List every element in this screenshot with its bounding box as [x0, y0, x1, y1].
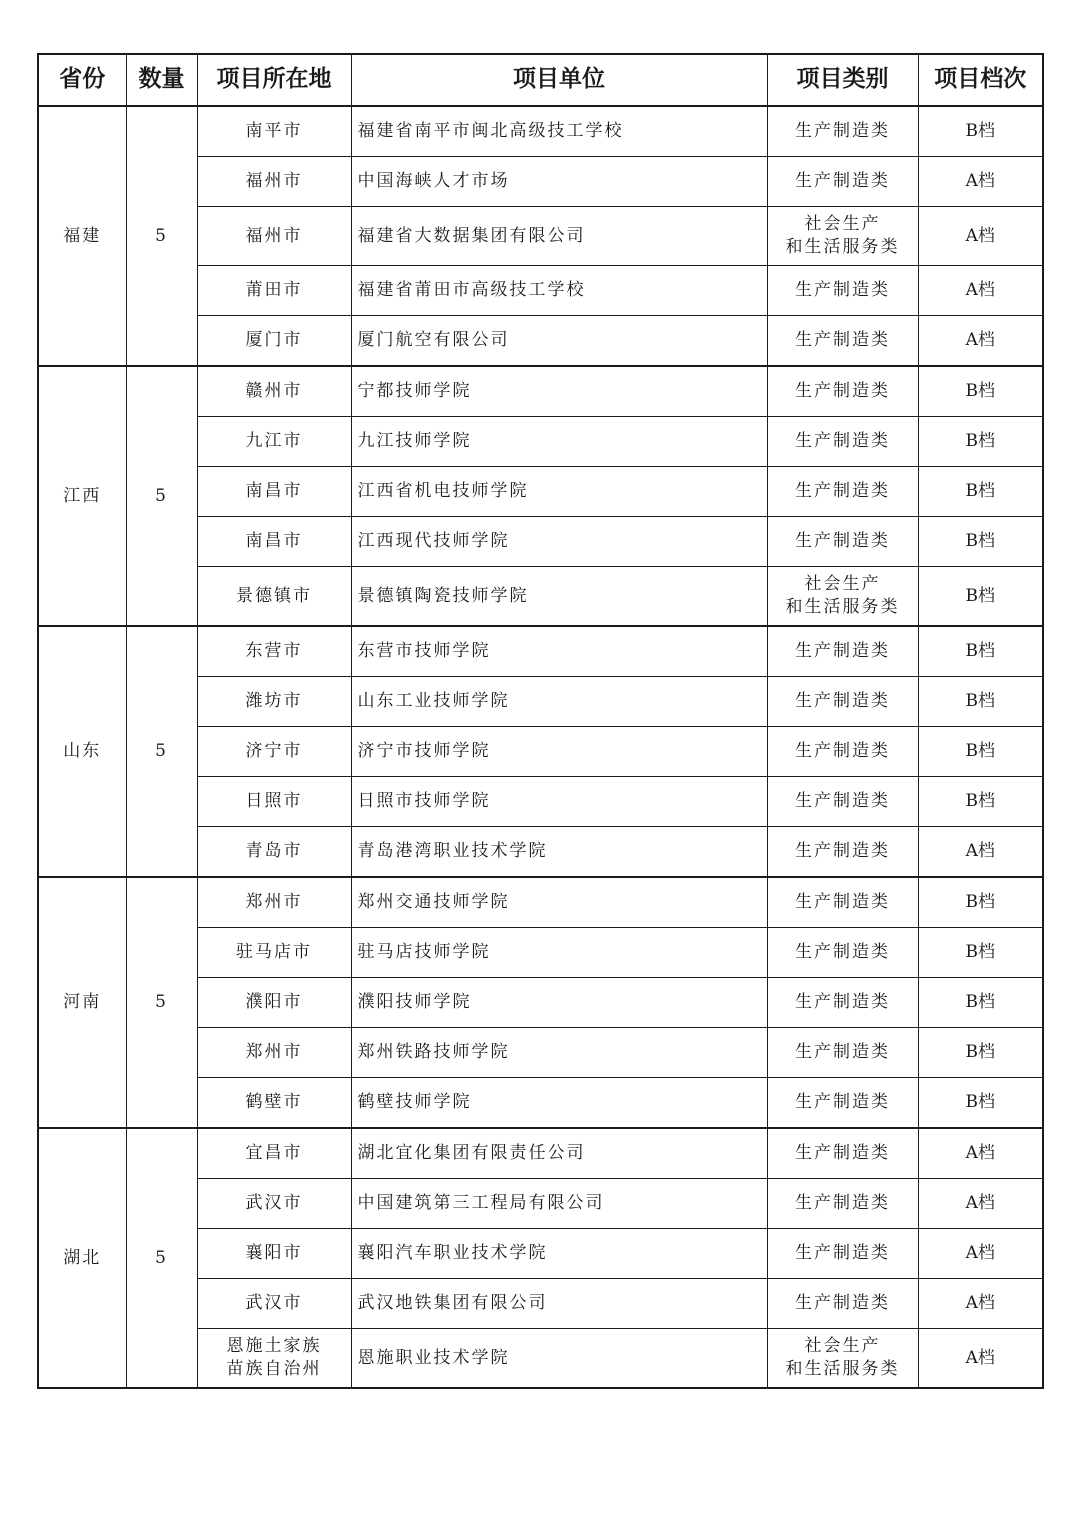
- category-cell: [767, 827, 918, 878]
- province-cell: 湖北: [38, 1128, 126, 1388]
- unit-cell: 恩施职业技术学院: [351, 1329, 767, 1389]
- category-cell: [767, 366, 918, 417]
- level-cell: A档: [918, 1279, 1043, 1329]
- category-cell: [767, 877, 918, 928]
- location-cell: 济宁市: [197, 727, 351, 777]
- category-cell: [767, 266, 918, 316]
- category-cell: [767, 777, 918, 827]
- category-line-1: 生产制造类: [795, 1092, 890, 1113]
- table-row: [38, 106, 1043, 157]
- category-cell: [767, 517, 918, 567]
- level-cell: A档: [918, 207, 1043, 266]
- count-cell: 5: [126, 877, 197, 1128]
- table-row: [38, 1128, 1043, 1179]
- level-cell: B档: [918, 1028, 1043, 1078]
- unit-cell: 景德镇陶瓷技师学院: [351, 567, 767, 627]
- category-line-1: 生产制造类: [795, 381, 890, 402]
- unit-cell: 武汉地铁集团有限公司: [351, 1279, 767, 1329]
- category-line-1: 生产制造类: [795, 481, 890, 502]
- category-line-1: 社会生产: [804, 214, 881, 235]
- category-cell: [767, 1128, 918, 1179]
- unit-cell: 中国建筑第三工程局有限公司: [351, 1179, 767, 1229]
- category-line-1: 生产制造类: [795, 1293, 890, 1314]
- category-cell: [767, 1279, 918, 1329]
- unit-cell: 驻马店技师学院: [351, 928, 767, 978]
- location-cell: 濮阳市: [197, 978, 351, 1028]
- level-cell: A档: [918, 1179, 1043, 1229]
- location-cell: 日照市: [197, 777, 351, 827]
- level-cell: A档: [918, 1128, 1043, 1179]
- level-cell: B档: [918, 467, 1043, 517]
- province-group: [38, 1128, 1043, 1388]
- category-line-1: 社会生产: [804, 574, 881, 595]
- location-cell: 福州市: [197, 157, 351, 207]
- location-cell: 景德镇市: [197, 567, 351, 627]
- level-cell: B档: [918, 366, 1043, 417]
- category-line-1: 生产制造类: [795, 1193, 890, 1214]
- level-cell: B档: [918, 928, 1043, 978]
- province-group: [38, 877, 1043, 1128]
- location-cell: 赣州市: [197, 366, 351, 417]
- unit-cell: 东营市技师学院: [351, 626, 767, 677]
- category-cell: [767, 928, 918, 978]
- header-location: 项目所在地: [197, 54, 351, 106]
- location-cell: 厦门市: [197, 316, 351, 367]
- unit-cell: 襄阳汽车职业技术学院: [351, 1229, 767, 1279]
- category-line-2: 和生活服务类: [785, 237, 900, 257]
- unit-cell: 郑州交通技师学院: [351, 877, 767, 928]
- location-cell: 莆田市: [197, 266, 351, 316]
- category-cell: [767, 727, 918, 777]
- location-cell: 驻马店市: [197, 928, 351, 978]
- province-group: [38, 366, 1043, 626]
- header-level: 项目档次: [918, 54, 1043, 106]
- location-cell: 东营市: [197, 626, 351, 677]
- category-cell: [767, 978, 918, 1028]
- category-line-1: 生产制造类: [795, 330, 890, 351]
- location-line-1: 恩施土家族: [226, 1336, 322, 1357]
- category-line-1: 生产制造类: [795, 741, 890, 762]
- unit-cell: 山东工业技师学院: [351, 677, 767, 727]
- level-cell: B档: [918, 677, 1043, 727]
- category-line-1: 生产制造类: [795, 992, 890, 1013]
- level-cell: B档: [918, 877, 1043, 928]
- level-cell: B档: [918, 417, 1043, 467]
- table-row: [38, 626, 1043, 677]
- province-cell: 福建: [38, 106, 126, 366]
- category-line-2: 和生活服务类: [785, 597, 900, 617]
- category-line-1: 生产制造类: [795, 892, 890, 913]
- level-cell: B档: [918, 1078, 1043, 1129]
- location-cell: 襄阳市: [197, 1229, 351, 1279]
- unit-cell: 江西现代技师学院: [351, 517, 767, 567]
- location-line-2: 苗族自治州: [226, 1359, 322, 1379]
- category-cell: [767, 1078, 918, 1129]
- unit-cell: 厦门航空有限公司: [351, 316, 767, 367]
- location-cell: 南昌市: [197, 467, 351, 517]
- project-table: [37, 53, 1044, 1389]
- location-cell: 潍坊市: [197, 677, 351, 727]
- category-line-1: 生产制造类: [795, 121, 890, 142]
- location-cell: 武汉市: [197, 1279, 351, 1329]
- category-line-1: 生产制造类: [795, 691, 890, 712]
- category-cell: [767, 1179, 918, 1229]
- unit-cell: 九江技师学院: [351, 417, 767, 467]
- category-cell: [767, 677, 918, 727]
- category-cell: [767, 417, 918, 467]
- category-line-1: 生产制造类: [795, 942, 890, 963]
- category-cell: [767, 106, 918, 157]
- header-province: 省份: [38, 54, 126, 106]
- province-group: [38, 626, 1043, 877]
- category-line-1: 生产制造类: [795, 1042, 890, 1063]
- location-cell: 郑州市: [197, 1028, 351, 1078]
- level-cell: B档: [918, 567, 1043, 627]
- unit-cell: 福建省莆田市高级技工学校: [351, 266, 767, 316]
- unit-cell: 中国海峡人才市场: [351, 157, 767, 207]
- category-cell: [767, 467, 918, 517]
- level-cell: B档: [918, 517, 1043, 567]
- location-cell: [197, 1329, 351, 1389]
- table-row: [38, 877, 1043, 928]
- location-cell: 武汉市: [197, 1179, 351, 1229]
- location-cell: 九江市: [197, 417, 351, 467]
- province-group: [38, 106, 1043, 366]
- level-cell: B档: [918, 626, 1043, 677]
- count-cell: 5: [126, 106, 197, 366]
- count-cell: 5: [126, 1128, 197, 1388]
- unit-cell: 福建省大数据集团有限公司: [351, 207, 767, 266]
- category-cell: [767, 1329, 918, 1389]
- unit-cell: 青岛港湾职业技术学院: [351, 827, 767, 878]
- unit-cell: 宁都技师学院: [351, 366, 767, 417]
- category-cell: [767, 567, 918, 627]
- level-cell: B档: [918, 777, 1043, 827]
- unit-cell: 濮阳技师学院: [351, 978, 767, 1028]
- category-line-1: 生产制造类: [795, 791, 890, 812]
- category-line-1: 生产制造类: [795, 841, 890, 862]
- category-cell: [767, 1229, 918, 1279]
- category-line-1: 生产制造类: [795, 641, 890, 662]
- table-header: [38, 54, 1043, 106]
- category-cell: [767, 316, 918, 367]
- category-line-1: 生产制造类: [795, 431, 890, 452]
- unit-cell: 湖北宜化集团有限责任公司: [351, 1128, 767, 1179]
- unit-cell: 济宁市技师学院: [351, 727, 767, 777]
- table-row: [38, 366, 1043, 417]
- category-cell: [767, 157, 918, 207]
- category-line-1: 生产制造类: [795, 1143, 890, 1164]
- unit-cell: 日照市技师学院: [351, 777, 767, 827]
- category-line-1: 生产制造类: [795, 280, 890, 301]
- level-cell: A档: [918, 316, 1043, 367]
- location-cell: 宜昌市: [197, 1128, 351, 1179]
- province-cell: 江西: [38, 366, 126, 626]
- location-cell: 郑州市: [197, 877, 351, 928]
- count-cell: 5: [126, 626, 197, 877]
- province-cell: 山东: [38, 626, 126, 877]
- level-cell: A档: [918, 157, 1043, 207]
- category-cell: [767, 626, 918, 677]
- level-cell: A档: [918, 1329, 1043, 1389]
- level-cell: B档: [918, 727, 1043, 777]
- category-line-1: 社会生产: [804, 1336, 881, 1357]
- unit-cell: 郑州铁路技师学院: [351, 1028, 767, 1078]
- header-unit: 项目单位: [351, 54, 767, 106]
- location-cell: 南平市: [197, 106, 351, 157]
- category-cell: [767, 207, 918, 266]
- header-category: 项目类别: [767, 54, 918, 106]
- location-cell: 鹤壁市: [197, 1078, 351, 1129]
- category-line-1: 生产制造类: [795, 1243, 890, 1264]
- level-cell: A档: [918, 266, 1043, 316]
- category-line-1: 生产制造类: [795, 171, 890, 192]
- level-cell: B档: [918, 978, 1043, 1028]
- level-cell: A档: [918, 827, 1043, 878]
- level-cell: B档: [918, 106, 1043, 157]
- location-cell: 福州市: [197, 207, 351, 266]
- header-row: [38, 54, 1043, 106]
- province-cell: 河南: [38, 877, 126, 1128]
- category-line-2: 和生活服务类: [785, 1359, 900, 1379]
- unit-cell: 江西省机电技师学院: [351, 467, 767, 517]
- unit-cell: 福建省南平市闽北高级技工学校: [351, 106, 767, 157]
- level-cell: A档: [918, 1229, 1043, 1279]
- location-cell: 青岛市: [197, 827, 351, 878]
- count-cell: 5: [126, 366, 197, 626]
- location-cell: 南昌市: [197, 517, 351, 567]
- header-count: 数量: [126, 54, 197, 106]
- unit-cell: 鹤壁技师学院: [351, 1078, 767, 1129]
- category-cell: [767, 1028, 918, 1078]
- category-line-1: 生产制造类: [795, 531, 890, 552]
